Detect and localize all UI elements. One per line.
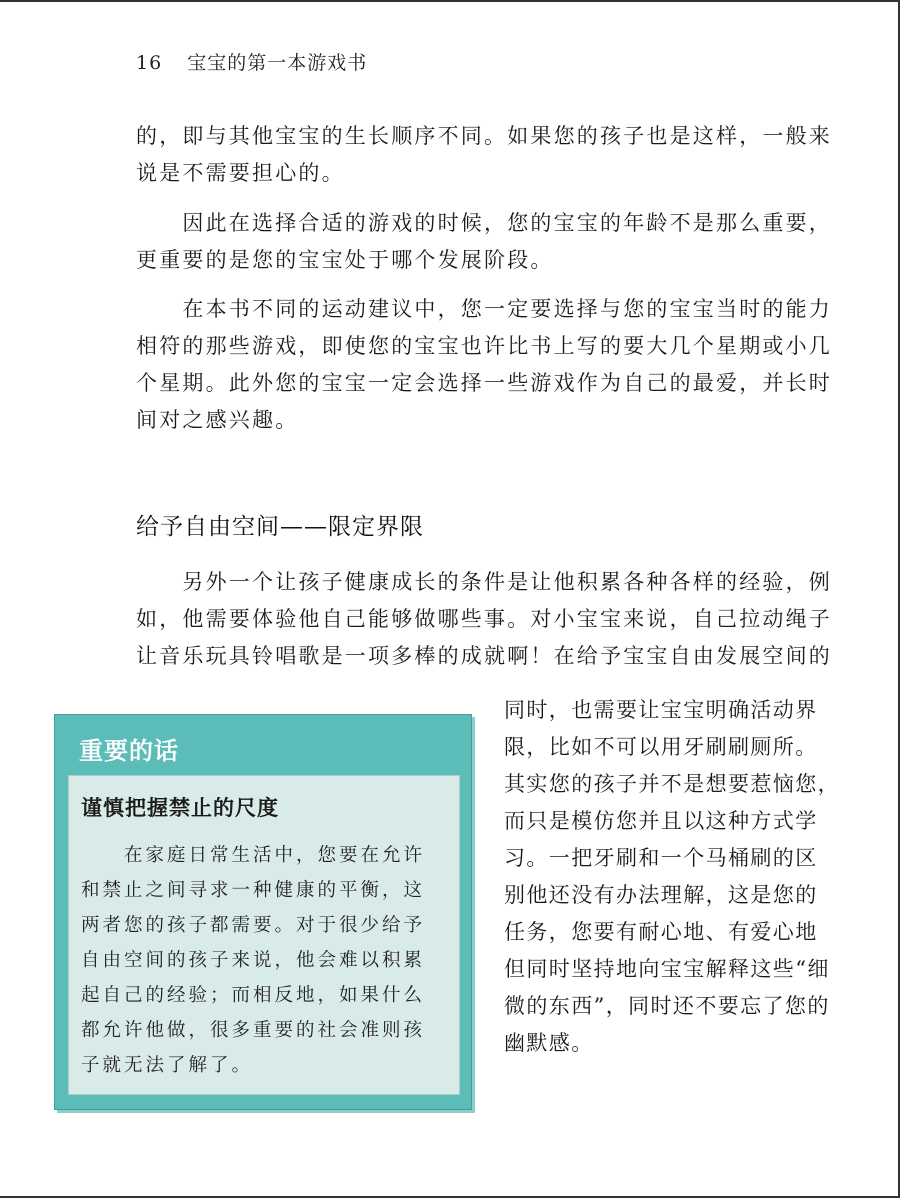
important-note-box xyxy=(54,714,472,1110)
paragraph-line: 而只是模仿您并且以这种方式学 xyxy=(504,809,818,833)
paragraph-line: 因此在选择合适的游戏的时候，您的宝宝的年龄不是那么重要， xyxy=(136,211,832,235)
note-line: 两者您的孩子都需要。对于很少给予 xyxy=(81,915,426,936)
note-line: 都允许他做，很多重要的社会准则孩 xyxy=(81,1020,426,1041)
paragraph-line: 其实您的孩子并不是想要惹恼您， xyxy=(504,772,840,796)
paragraph-1 xyxy=(136,118,832,192)
paragraph-line: 的，即与其他宝宝的生长顺序不同。如果您的孩子也是这样，一般来 xyxy=(136,124,832,148)
paragraph-line: 习。一把牙刷和一个马桶刷的区 xyxy=(504,846,818,870)
running-header xyxy=(136,48,367,75)
note-line: 自由空间的孩子来说，他会难以积累 xyxy=(81,950,426,971)
paragraph-line: 让音乐玩具铃唱歌是一项多棒的成就啊！在给予宝宝自由发展空间的 xyxy=(136,644,832,668)
note-box-title: 重要的话 xyxy=(79,736,179,765)
paragraph-line: 但同时坚持地向宝宝解释这些“细 xyxy=(504,957,830,981)
page-border-top xyxy=(0,0,900,2)
paragraph-4 xyxy=(136,564,832,675)
paragraph-line: 微的东西”，同时还不要忘了您的 xyxy=(504,994,830,1018)
paragraph-line: 说是不需要担心的。 xyxy=(136,161,345,185)
paragraph-line: 如，他需要体验他自己能够做哪些事。对小宝宝来说，自己拉动绳子 xyxy=(136,607,832,631)
paragraph-3 xyxy=(136,291,832,439)
paragraph-line: 相符的那些游戏，即使您的宝宝也许比书上写的要大几个星期或小几 xyxy=(136,334,832,358)
paragraph-line: 同时，也需要让宝宝明确活动界 xyxy=(504,698,818,722)
paragraph-2 xyxy=(136,205,832,279)
section-heading: 给予自由空间——限定界限 xyxy=(136,514,424,540)
note-line: 和禁止之间寻求一种健康的平衡，这 xyxy=(81,880,426,901)
paragraph-line: 另外一个让孩子健康成长的条件是让他积累各种各样的经验，例 xyxy=(136,570,832,594)
paragraph-line: 幽默感。 xyxy=(504,1031,594,1055)
paragraph-line: 间对之感兴趣。 xyxy=(136,408,299,432)
note-box-subtitle: 谨慎把握禁止的尺度 xyxy=(81,795,279,820)
paragraph-line: 个星期。此外您的宝宝一定会选择一些游戏作为自己的最爱，并长时 xyxy=(136,371,832,395)
book-title: 宝宝的第一本游戏书 xyxy=(187,52,368,74)
note-box-content xyxy=(68,775,460,1095)
note-line: 子就无法了解了。 xyxy=(81,1055,254,1076)
note-line: 在家庭日常生活中，您要在允许 xyxy=(81,845,426,866)
page-number: 16 xyxy=(136,52,163,74)
note-box-text xyxy=(81,838,425,1083)
paragraph-line: 任务，您要有耐心地、有爱心地 xyxy=(504,920,818,944)
paragraph-side-column xyxy=(504,692,840,1062)
note-line: 起自己的经验；而相反地，如果什么 xyxy=(81,985,426,1006)
paragraph-line: 更重要的是您的宝宝处于哪个发展阶段。 xyxy=(136,248,554,272)
paragraph-line: 在本书不同的运动建议中，您一定要选择与您的宝宝当时的能力 xyxy=(136,297,832,321)
paragraph-line: 限，比如不可以用牙刷刷厕所。 xyxy=(504,735,818,759)
paragraph-line: 别他还没有办法理解，这是您的 xyxy=(504,883,818,907)
